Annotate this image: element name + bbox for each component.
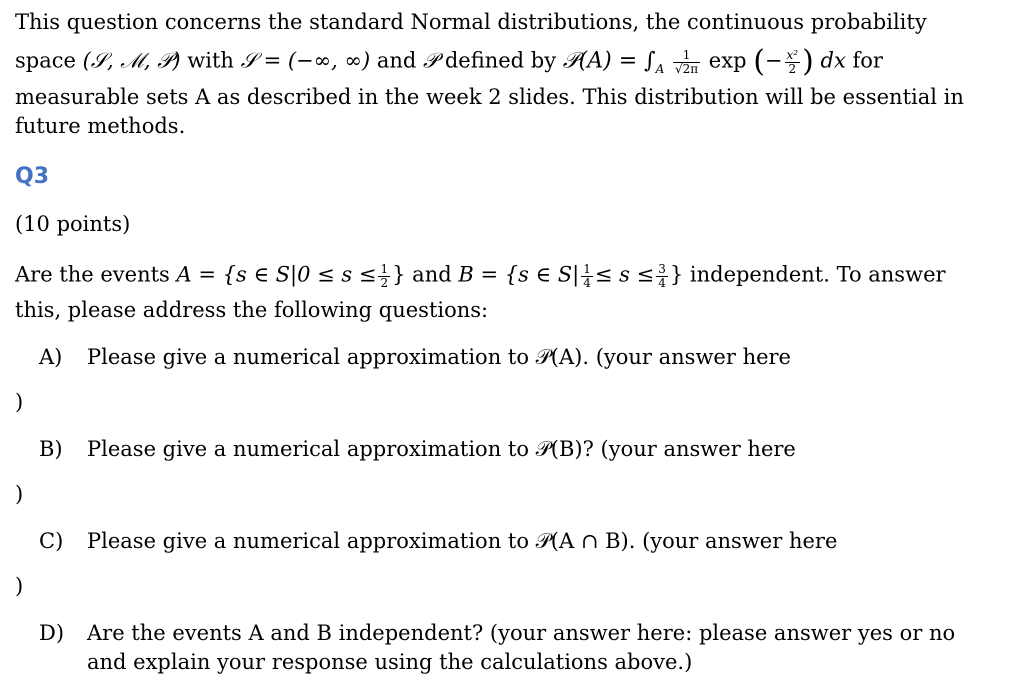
intro-line-4: future methods. <box>15 114 186 138</box>
normalizing-fraction: $\frac{1}{√2\pi}$ <box>674 48 699 76</box>
item-d-label: D) <box>39 621 65 645</box>
item-b-answer-close: ) <box>15 482 24 506</box>
intro-line-1: This question concerns the standard Normal distributions, the continuous probability <box>15 10 927 34</box>
item-c-label: C) <box>39 529 64 553</box>
item-c-answer-close: ) <box>15 574 24 598</box>
event-a-definition: A = {s ∈ S|0 ≤ s ≤ <box>176 262 377 287</box>
item-b-text: Please give a numerical approximation to 𝒫(B)? (your answer here <box>87 437 796 461</box>
intro-line-3: measurable sets A as described in the week 2 slides. This distribution will be essential in <box>15 85 964 109</box>
probability-space-triple: (𝒮, ℳ, 𝒫) <box>82 48 181 73</box>
item-a-answer-close: ) <box>15 390 24 414</box>
sample-space-definition: 𝒮 = (−∞, ∞) <box>240 48 371 73</box>
event-b-lower-fraction: $\frac{1}{4}$ <box>583 262 591 290</box>
item-b-label: B) <box>39 437 63 461</box>
item-d-text-line-2: and explain your response using the calculations above.) <box>87 650 693 674</box>
event-b-definition: B = {s ∈ S| <box>458 262 580 287</box>
event-a-fraction: $\frac{1}{2}$ <box>380 262 389 290</box>
integral-expression: 𝒫(A) = ∫ <box>562 48 656 74</box>
item-a-text: Please give a numerical approximation to 𝒫(A). (your answer here <box>87 345 791 369</box>
intro-line-2: space (𝒮, ℳ, 𝒫) with 𝒮 = (−∞, ∞) and 𝒫 defined by 𝒫(A) = $\int_A$ $\frac{1}{√2\pi}$ exp (− $\frac{\text{x²}}{2}$ ) dx for <box>15 44 883 80</box>
item-c-text: Please give a numerical approximation to 𝒫(A ∩ B). (your answer here <box>87 529 838 553</box>
event-b-upper-fraction: $\frac{3}{4}$ <box>658 262 666 290</box>
exponent-fraction: $\frac{\text{x²}}{2}$ <box>786 48 799 76</box>
item-d-text: Are the events A and B independent? (your answer here: please answer yes or no <box>87 621 956 645</box>
points-label: (10 points) <box>15 212 131 236</box>
question-heading: Q3 <box>15 164 50 189</box>
item-a-label: A) <box>39 345 63 369</box>
question-prompt-line-1: Are the events A = {s ∈ S|0 ≤ s ≤ $\frac{1}{2}$ } and B = {s ∈ S| $\frac{1}{4}$ ≤ s ≤ $\frac{3}{4}$ } independent. To answer <box>15 262 946 290</box>
question-prompt-line-2: this, please address the following questions: <box>15 298 489 322</box>
